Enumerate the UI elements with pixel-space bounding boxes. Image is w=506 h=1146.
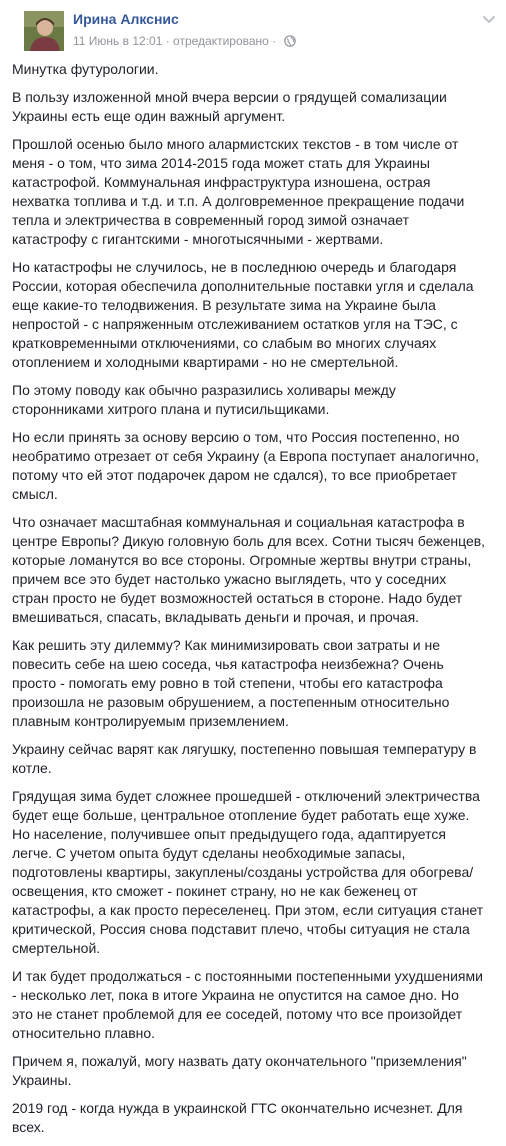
paragraph: Прошлой осенью было много алармистских текстов - в том числе от меня - о том, что зима 2014-2015 года может стать для Украины катастрофой. Коммунальная инфраструктура изношена, острая нехватка топлива и т.д. и т.п. А долговременное прекращение подачи тепла и электричества в современный город зимой означает катастрофу с гигантскими - многотысячными - жертвами.: [12, 136, 465, 247]
post-body: [12, 60, 498, 1146]
chevron-down-icon[interactable]: [480, 10, 498, 28]
paragraph: Но катастрофы не случилось, не в последнюю очередь и благодаря России, которая обеспечила дополнительные поставки угля и сделала еще какие-то телодвижения. В результате зима на Украине была непростой - с напряженным отслеживанием остатков угля на ТЭС, с кратковременными отключениями, со слабым во многих случаях отоплением и холодными квартирами - но не смертельной.: [12, 259, 474, 370]
paragraph: Причем я, пожалуй, могу назвать дату окончательного "приземления" Украины.: [12, 1053, 467, 1088]
meta-separator: ·: [162, 34, 174, 48]
paragraph: И так будет продолжаться - с постоянными постепенными ухудшениями - несколько лет, пока в итоге Украина не опустится на самое дно. Но это не станет проблемой для ее соседей, потому что все произойдет относительно плавно.: [12, 968, 483, 1041]
edited-label[interactable]: отредактировано: [173, 34, 269, 48]
paragraph: Что означает масштабная коммунальная и социальная катастрофа в центре Европы? Дикую головную боль для всех. Сотни тысяч беженцев, которые ломанутся во все стороны. Огромные жертвы внутри страны, причем все это будет настолько ужасно выглядеть, что у соседних стран просто не будет возможностей остаться в стороне. Надо будет вмешиваться, спасать, вкладывать деньги и прочая, и прочая.: [12, 514, 486, 625]
paragraph: Грядущая зима будет сложнее прошедшей - отключений электричества будет еще больше, центральное отопление будет работать еще хуже. Но население, получившее опыт предыдущего года, адаптируется легче. С учетом опыта будут сделаны необходимые запасы, подготовлены квартиры, закуплены/созданы устройства для обогрева/ освещения, кто сможет - покинет страну, но не как беженец от катастрофы, а как просто переселенец. При этом, если ситуация станет критической, Россия снова подставит плечо, чтобы ситуация не стала смертельной.: [12, 788, 484, 956]
paragraph: Как решить эту дилемму? Как минимизировать свои затраты и не повесить себе на шею соседа, чья катастрофа неизбежна? Очень просто - помогать ему ровно в той степени, чтобы его катастрофа произошла не разовым обрушением, а постепенным относительно плавным контролируемым приземлением.: [12, 637, 450, 729]
paragraph: Но если принять за основу версию о том, что Россия постепенно, но необратимо отрезает от себя Украину (а Европа поступает аналогично, потому что ей этот подарочек даром не сдался), то все приобретает смысл.: [12, 429, 480, 502]
avatar[interactable]: [24, 11, 64, 51]
author-name[interactable]: Ирина Алкснис: [73, 11, 179, 27]
meta-separator-2: ·: [268, 34, 280, 48]
paragraph: По этому поводу как обычно разразились холивары между сторонниками хитрого плана и путисильщиками.: [12, 382, 396, 417]
paragraph: 2019 год - когда нужда в украинской ГТС окончательно исчезнет. Для всех.: [12, 1100, 463, 1135]
paragraph: В пользу изложенной мной вчера версии о грядущей сомализации Украины есть еще один важный аргумент.: [12, 89, 447, 124]
post-header: [12, 0, 506, 56]
paragraph: Украину сейчас варят как лягушку, постепенно повышая температуру в котле.: [12, 741, 477, 776]
post-timestamp[interactable]: 11 Июнь в 12:01: [73, 34, 163, 48]
post-meta: [73, 34, 296, 50]
avatar-image: [24, 11, 64, 51]
globe-icon[interactable]: [284, 35, 296, 50]
paragraph: Минутка футурологии.: [12, 61, 159, 77]
